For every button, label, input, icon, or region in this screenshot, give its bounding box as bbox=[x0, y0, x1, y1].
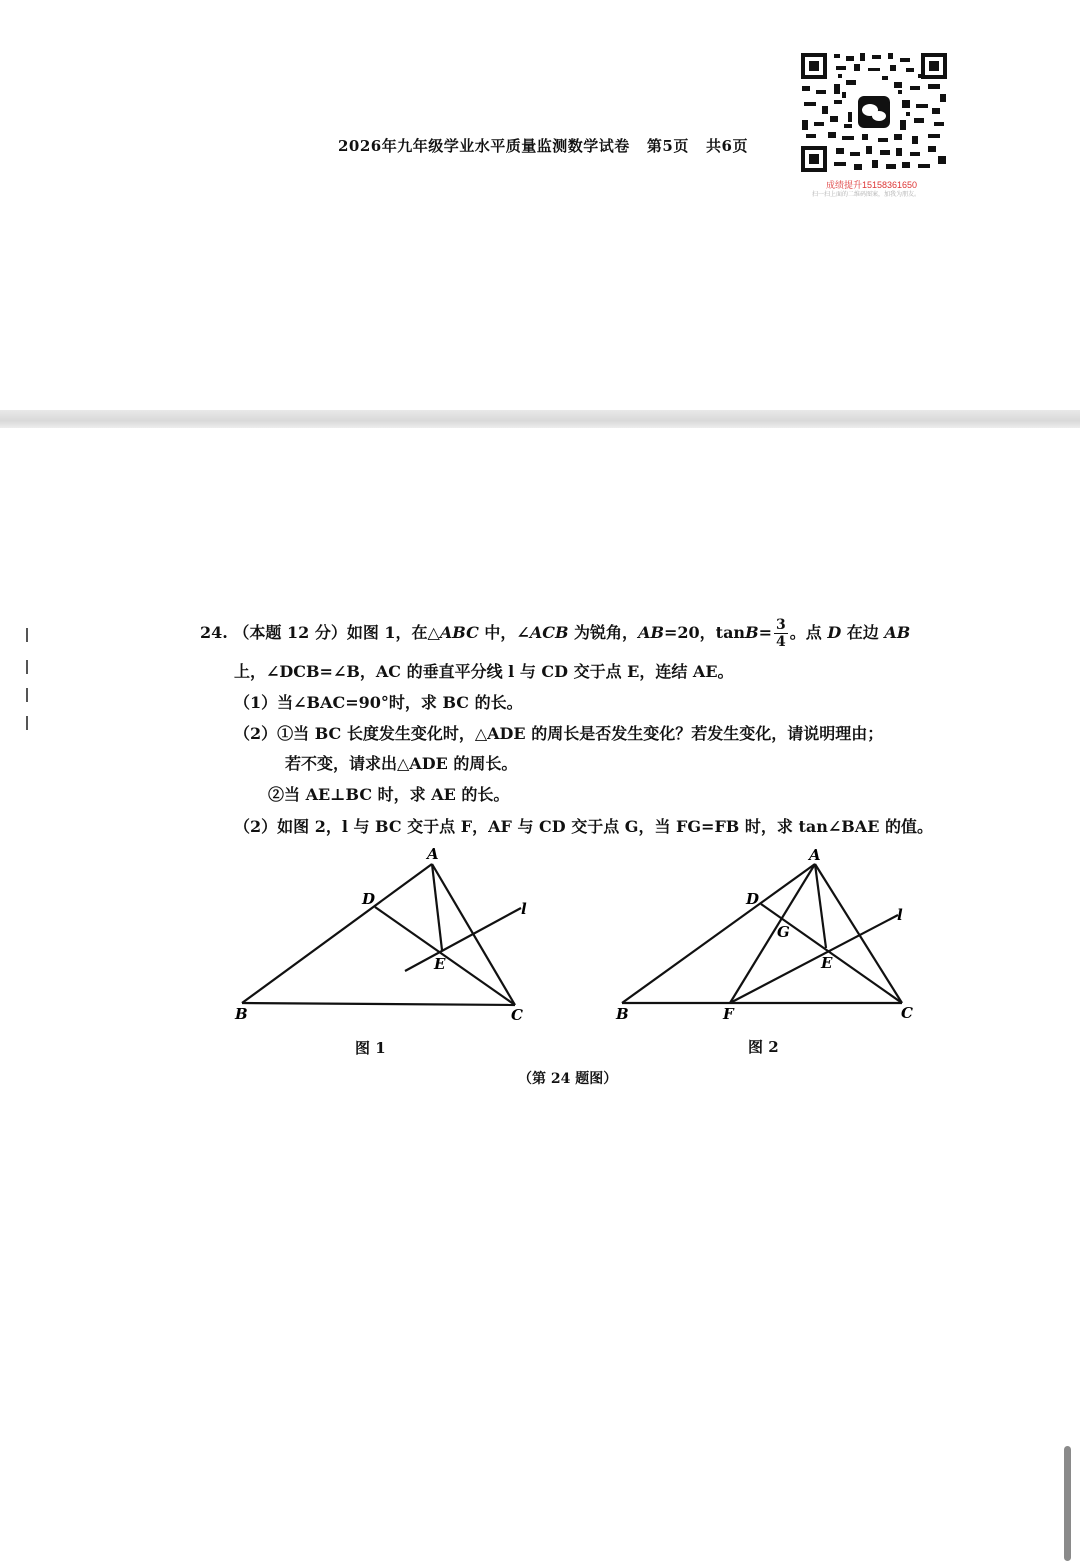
figure-2-diagram bbox=[605, 840, 925, 1030]
total-pages: 共6页 bbox=[706, 137, 748, 155]
margin-mark bbox=[26, 628, 32, 642]
tan-numerator: 3 bbox=[776, 617, 786, 633]
question-stem-line1: 24. （本题 12 分）如图 1，在△ABC 中，∠ACB 为锐角，AB=20，tanB= $\frac{3}{4}$ 。点 D 在边 AB bbox=[200, 617, 911, 650]
vertical-scrollbar[interactable] bbox=[1064, 1446, 1071, 1561]
qr-code-image bbox=[798, 50, 950, 175]
point-e-label: E bbox=[821, 954, 833, 972]
figure-1-diagram bbox=[225, 840, 545, 1030]
margin-mark bbox=[26, 660, 32, 674]
point-c-label: C bbox=[511, 1006, 523, 1024]
margin-mark bbox=[26, 688, 32, 702]
point-a-label: A bbox=[427, 845, 439, 863]
line-l-label: l bbox=[521, 900, 527, 918]
page-separator bbox=[0, 410, 1080, 428]
qr-code bbox=[798, 50, 950, 179]
point-d-label: D bbox=[362, 890, 376, 908]
previous-page-sheet bbox=[0, 0, 1080, 410]
page-footer bbox=[338, 135, 748, 156]
qr-caption: 成绩提升15158361650 bbox=[826, 180, 918, 190]
figure-caption: （第 24 题图） bbox=[518, 1071, 618, 1087]
question-part1: （1）当∠BAC=90°时，求 BC 的长。 bbox=[234, 693, 523, 712]
question-number: 24. bbox=[200, 623, 228, 642]
margin-mark bbox=[26, 716, 32, 730]
point-b-label: B bbox=[616, 1005, 629, 1023]
point-a-label: A bbox=[809, 846, 821, 864]
figure-1-label: 图 1 bbox=[355, 1039, 386, 1057]
question-part2c: ②当 AE⊥BC 时，求 AE 的长。 bbox=[268, 785, 510, 804]
line-l bbox=[730, 915, 898, 1003]
point-c-label: C bbox=[901, 1004, 913, 1022]
tan-fraction bbox=[774, 617, 788, 650]
point-f-label: F bbox=[723, 1005, 734, 1023]
tan-denominator: 4 bbox=[776, 634, 786, 650]
point-b-label: B bbox=[235, 1005, 248, 1023]
exam-title: 2026年九年级学业水平质量监测数学试卷 bbox=[338, 137, 630, 155]
segment-ac bbox=[815, 864, 902, 1003]
question-stem-line2: 上，∠DCB=∠B，AC 的垂直平分线 l 与 CD 交于点 E，连结 AE。 bbox=[234, 662, 734, 681]
segment-ab bbox=[242, 864, 432, 1003]
figure-2-label: 图 2 bbox=[748, 1038, 779, 1056]
line-l-label: l bbox=[897, 906, 903, 924]
question-part2a: （2）①当 BC 长度发生变化时，△ADE 的周长是否发生变化？若发生变化，请说明理由； bbox=[234, 724, 884, 743]
point-g-label: G bbox=[777, 923, 790, 941]
question-part2b: 若不变，请求出△ADE 的周长。 bbox=[285, 754, 518, 773]
point-d-label: D bbox=[746, 890, 760, 908]
segment-bc bbox=[242, 1003, 515, 1005]
point-e-label: E bbox=[434, 955, 446, 973]
question-score: （本题 12 分） bbox=[233, 623, 347, 642]
qr-subcaption: 扫一扫上面的二维码图案，加我为朋友。 bbox=[812, 192, 921, 198]
page-indicator: 第5页 bbox=[646, 137, 689, 155]
segment-ae bbox=[815, 864, 826, 948]
question-part3: （2）如图 2，l 与 BC 交于点 F，AF 与 CD 交于点 G，当 FG=FB 时，求 tan∠BAE 的值。 bbox=[234, 817, 933, 836]
